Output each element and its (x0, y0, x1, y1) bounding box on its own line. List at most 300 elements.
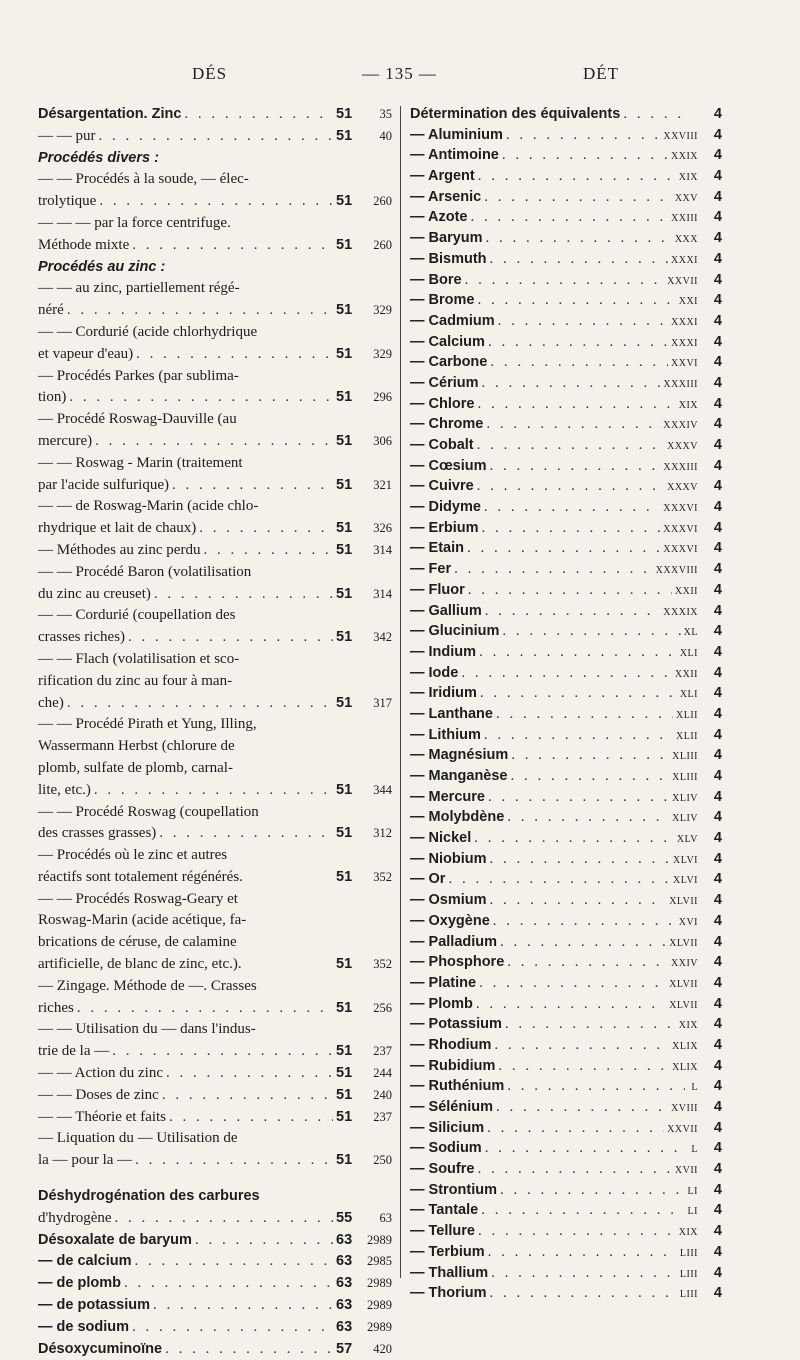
index-entry (38, 518, 392, 540)
index-entry (38, 802, 392, 824)
roman-ref: XXII (674, 668, 698, 680)
entry-text: — Phosphore (410, 954, 505, 971)
page-ref: 314 (373, 586, 392, 601)
volume-number: 4 (713, 1057, 722, 1074)
roman-ref: XLVII (669, 999, 698, 1011)
roman-ref: XXII (674, 585, 698, 597)
equivalent-entry (410, 1014, 722, 1035)
roman-ref: XLI (679, 647, 698, 659)
volume-number: 4 (713, 788, 722, 805)
roman-ref: XIX (678, 172, 698, 184)
volume-number: 4 (713, 1016, 722, 1033)
entry-text: Déshydrogénation des carbures (38, 1188, 260, 1205)
roman-ref: XVII (674, 1165, 698, 1177)
entry-text: brications de céruse, de calamine (38, 934, 237, 951)
equivalent-entry (410, 1035, 722, 1056)
entry-text: — — Flach (volatilisation et sco- (38, 650, 240, 667)
equivalent-entry (410, 125, 722, 146)
leader-dots (488, 332, 668, 353)
page-ref: 306 (373, 433, 392, 448)
equivalent-entry (410, 1076, 722, 1097)
leader-dots (112, 1041, 333, 1063)
entry-text: — de calcium (38, 1253, 132, 1270)
equivalent-entry (410, 952, 722, 973)
entry-text: — Lanthane (410, 705, 493, 722)
leader-dots (203, 540, 333, 562)
equivalent-entry (410, 1283, 722, 1304)
entry-text: — Arsenic (410, 188, 482, 205)
entry-text: — — Procédé Baron (volatilisation (38, 563, 252, 580)
roman-ref: XLIV (672, 792, 698, 804)
entry-text: — — Cordurié (acide chlorhydrique (38, 323, 258, 340)
index-entry (38, 235, 392, 257)
entry-text: — — Procédé Roswag (coupellation (38, 803, 259, 820)
index-entry (38, 300, 392, 322)
leader-dots (461, 663, 672, 684)
entry-text: rhydrique et lait de chaux) (38, 520, 197, 537)
entry-text: — Baryum (410, 230, 483, 247)
roman-ref: XXXI (671, 337, 698, 349)
roman-ref: XXX (674, 234, 698, 246)
entry-text: — Iode (410, 664, 459, 681)
leader-dots (99, 191, 333, 213)
volume-number: 4 (713, 354, 722, 371)
volume-number: 4 (713, 147, 722, 164)
volume-number: 51 (336, 1065, 353, 1082)
entry-text: — Osmium (410, 892, 487, 909)
entry-text: — — Cordurié (coupellation des (38, 607, 236, 624)
entry-text: — Thallium (410, 1264, 489, 1281)
equivalent-entry (410, 994, 722, 1015)
index-entry (38, 605, 392, 627)
volume-number: 4 (713, 830, 722, 847)
roman-ref: XLI (679, 689, 698, 701)
entry-text: — Or (410, 871, 446, 888)
equivalent-entry (410, 207, 722, 228)
leader-dots (454, 559, 653, 580)
equivalent-entry (410, 890, 722, 911)
index-entry (38, 1085, 392, 1107)
index-entry (38, 453, 392, 475)
entry-text: — Calcium (410, 333, 485, 350)
leader-dots (166, 1063, 333, 1085)
equivalent-entry (410, 497, 722, 518)
page-ref: 420 (373, 1341, 392, 1356)
roman-ref: XLII (676, 730, 698, 742)
roman-ref: LI (687, 1206, 698, 1218)
volume-number: 4 (713, 871, 722, 888)
page-ref: 296 (373, 390, 392, 405)
entry-text: trolytique (38, 193, 97, 210)
index-entry (38, 1150, 392, 1172)
volume-number: 4 (713, 1243, 722, 1260)
volume-number: 4 (713, 664, 722, 681)
volume-number: 4 (713, 1161, 722, 1178)
roman-ref: XLII (676, 709, 698, 721)
page-ref: 63 (379, 1210, 392, 1225)
entry-text: — Rubidium (410, 1057, 496, 1074)
equivalent-entry (410, 228, 722, 249)
index-entry (38, 823, 392, 845)
left-column (38, 104, 392, 1360)
roman-ref: XXVIII (663, 130, 698, 142)
entry-text: — Tantale (410, 1202, 479, 1219)
volume-number: 4 (713, 188, 722, 205)
equivalent-entry (410, 580, 722, 601)
equivalent-entry (410, 104, 722, 125)
index-entry (38, 671, 392, 693)
page-ref: 352 (373, 869, 392, 884)
roman-ref: LIII (679, 1247, 698, 1259)
equivalent-entry (410, 187, 722, 208)
volume-number: 4 (713, 995, 722, 1012)
index-entry (38, 409, 392, 431)
equivalent-entry (410, 145, 722, 166)
roman-ref: LI (687, 1185, 698, 1197)
leader-dots (485, 1138, 685, 1159)
volume-number: 4 (713, 747, 722, 764)
index-entry (38, 584, 392, 606)
index-entry (38, 169, 392, 191)
volume-number: 4 (713, 374, 722, 391)
roman-ref: XLIX (672, 1061, 698, 1073)
entry-text: — — Roswag - Marin (traitement (38, 454, 243, 471)
volume-number: 4 (713, 457, 722, 474)
entry-text: — Iridium (410, 685, 477, 702)
leader-dots (488, 787, 669, 808)
entry-text: rification du zinc au four à man- (38, 672, 233, 689)
entry-text: — — Procédé Pirath et Yung, Illing, (38, 716, 257, 733)
roman-ref: XXXVI (663, 544, 698, 556)
volume-number: 4 (713, 623, 722, 640)
entry-text: — Terbium (410, 1243, 485, 1260)
index-entry (38, 562, 392, 584)
volume-number: 63 (336, 1231, 353, 1248)
index-entry (38, 387, 392, 409)
volume-number: 51 (336, 781, 353, 798)
entry-text: du zinc au creuset) (38, 585, 151, 602)
entry-text: Procédés divers : (38, 149, 159, 166)
roman-ref: XIX (678, 1020, 698, 1032)
leader-dots (486, 414, 660, 435)
entry-text: — — au zinc, partiellement régé- (38, 280, 240, 297)
volume-number: 4 (713, 561, 722, 578)
volume-number: 4 (713, 726, 722, 743)
volume-number: 51 (336, 541, 353, 558)
volume-number: 57 (336, 1340, 353, 1357)
roman-ref: LIII (679, 1289, 698, 1301)
page-ref: 244 (373, 1066, 392, 1081)
roman-ref: XXXIV (663, 420, 698, 432)
entry-text: — Carbone (410, 354, 488, 371)
leader-dots (623, 104, 685, 125)
index-entry (38, 1186, 392, 1208)
entry-text: che) (38, 694, 64, 711)
index-entry (38, 257, 392, 279)
volume-number: 55 (336, 1209, 353, 1226)
leader-dots (484, 187, 672, 208)
leader-dots (500, 932, 666, 953)
entry-text: — Azote (410, 209, 468, 226)
index-entry (38, 1230, 392, 1252)
page-ref: 2989 (367, 1232, 392, 1247)
entry-text: — Oxygène (410, 912, 490, 929)
volume-number: 4 (713, 1285, 722, 1302)
index-entry (38, 1251, 392, 1273)
leader-dots (476, 994, 666, 1015)
entry-text: — Potassium (410, 1016, 502, 1033)
leader-dots (477, 435, 664, 456)
leader-dots (494, 1035, 669, 1056)
equivalent-entry (410, 1138, 722, 1159)
leader-dots (470, 207, 668, 228)
equivalent-entry (410, 621, 722, 642)
volume-number: 4 (713, 209, 722, 226)
page-ref: 342 (373, 630, 392, 645)
leader-dots (132, 1317, 333, 1339)
entry-text: — Brome (410, 292, 475, 309)
volume-number: 4 (713, 1036, 722, 1053)
index-entry (38, 998, 392, 1020)
volume-number: 51 (336, 106, 353, 122)
leader-dots (165, 1339, 333, 1360)
leader-dots (136, 344, 333, 366)
equivalent-entry (410, 290, 722, 311)
volume-number: 4 (713, 1264, 722, 1281)
equivalent-entry (410, 704, 722, 725)
page-ref: 2989 (367, 1319, 392, 1334)
leader-dots (498, 311, 668, 332)
roman-ref: XIX (678, 399, 698, 411)
roman-ref: XXXI (671, 316, 698, 328)
entry-text: — Tellure (410, 1223, 475, 1240)
entry-text: d'hydrogène (38, 1209, 112, 1226)
entry-text: artificielle, de blanc de zinc, etc.). (38, 956, 242, 973)
leader-dots (490, 352, 668, 373)
leader-dots (487, 1118, 664, 1139)
equivalent-entry (410, 849, 722, 870)
volume-number: 51 (336, 629, 353, 646)
volume-number: 51 (336, 956, 353, 973)
volume-number: 4 (713, 974, 722, 991)
index-entry (38, 1019, 392, 1041)
entry-text: — — — par la force centrifuge. (38, 214, 231, 231)
entry-text: — Argent (410, 168, 475, 185)
entry-text: — Mercure (410, 788, 485, 805)
volume-number: 4 (713, 1223, 722, 1240)
volume-number: 51 (336, 694, 353, 711)
entry-text: — Molybdène (410, 809, 505, 826)
equivalent-entry (410, 642, 722, 663)
leader-dots (484, 497, 660, 518)
entry-text: — Strontium (410, 1181, 497, 1198)
entry-text: Roswag-Marin (acide acétique, fa- (38, 912, 247, 929)
roman-ref: XXXIX (663, 606, 698, 618)
entry-text: — Platine (410, 974, 477, 991)
volume-number: 63 (336, 1297, 353, 1314)
roman-ref: XXXV (667, 441, 698, 452)
leader-dots (467, 538, 660, 559)
index-entry (38, 148, 392, 170)
leader-dots (511, 766, 670, 787)
roman-ref: LIII (679, 1268, 698, 1280)
roman-ref: XVI (678, 916, 698, 928)
leader-dots (477, 394, 675, 415)
roman-ref: XXVII (667, 275, 698, 287)
leader-dots (477, 476, 664, 497)
leader-dots (496, 1097, 668, 1118)
page-ref: 40 (379, 128, 392, 143)
equivalent-entry (410, 456, 722, 477)
index-entry (38, 845, 392, 867)
equivalent-entry (410, 435, 722, 456)
entry-text: riches (38, 999, 74, 1016)
leader-dots (482, 373, 661, 394)
leader-dots (486, 228, 672, 249)
leader-dots (490, 890, 667, 911)
equivalent-entry (410, 1242, 722, 1263)
equivalent-entry (410, 1159, 722, 1180)
volume-number: 51 (336, 1043, 353, 1060)
entry-text: — Thorium (410, 1285, 487, 1302)
leader-dots (484, 725, 673, 746)
volume-number: 4 (713, 519, 722, 536)
leader-dots (184, 104, 333, 126)
entry-text: la — pour la — (38, 1152, 133, 1169)
volume-number: 51 (336, 868, 353, 885)
equivalent-entry (410, 1056, 722, 1077)
entry-text: — de potassium (38, 1297, 150, 1314)
entry-text: trie de la — (38, 1043, 110, 1060)
entry-text: Désargentation. Zinc (38, 106, 182, 122)
page-ref: 326 (373, 521, 392, 536)
volume-number: 51 (336, 520, 353, 537)
leader-dots (67, 693, 333, 715)
leader-dots (485, 601, 661, 622)
entry-text: par l'acide sulfurique) (38, 476, 169, 493)
roman-ref: XXI (678, 296, 698, 308)
volume-number: 4 (713, 685, 722, 702)
index-entry (38, 322, 392, 344)
volume-number: 51 (336, 432, 353, 449)
leader-dots (115, 1208, 333, 1230)
entry-text: mercure) (38, 432, 93, 449)
page-ref: 237 (373, 1109, 392, 1124)
volume-number: 4 (713, 416, 722, 433)
roman-ref: XXVI (671, 358, 698, 370)
entry-text: et vapeur d'eau) (38, 345, 134, 362)
volume-number: 51 (336, 476, 353, 493)
entry-text: — Ruthénium (410, 1078, 505, 1095)
roman-ref: XXXV (667, 482, 698, 494)
roman-ref: XXVII (667, 1123, 698, 1135)
entry-text: — Sodium (410, 1140, 482, 1157)
leader-dots (490, 456, 661, 477)
equivalent-entry (410, 973, 722, 994)
equivalent-entry (410, 1263, 722, 1284)
volume-number: 51 (336, 1152, 353, 1169)
volume-number: 4 (713, 768, 722, 784)
entry-text: — — Procédés à la soude, — élec- (38, 171, 249, 188)
roman-ref: XLVII (669, 978, 698, 990)
entry-text: — — de Roswag-Marin (acide chlo- (38, 498, 259, 515)
roman-ref: XLIII (672, 751, 698, 763)
equivalent-entry (410, 373, 722, 394)
leader-dots (502, 145, 668, 166)
entry-text: — Etain (410, 540, 464, 557)
leader-dots (507, 1076, 685, 1097)
index-entry (38, 910, 392, 932)
index-entry (38, 191, 392, 213)
page-ref: 237 (373, 1044, 392, 1059)
equivalent-entry (410, 394, 722, 415)
entry-text: — Chlore (410, 395, 475, 412)
entry-text: — Bore (410, 271, 462, 288)
volume-number: 51 (336, 585, 353, 602)
volume-number: 51 (336, 302, 353, 319)
volume-number: 4 (713, 954, 722, 971)
equivalent-entry (410, 270, 722, 291)
leader-dots (490, 1283, 677, 1304)
volume-number: 4 (713, 250, 722, 267)
volume-number: 4 (713, 1099, 722, 1115)
volume-number: 4 (713, 312, 722, 329)
index-entry (38, 867, 392, 889)
index-entry (38, 540, 392, 562)
leader-dots (507, 952, 668, 973)
index-entry (38, 1041, 392, 1063)
column-divider (400, 106, 401, 1278)
entry-text: plomb, sulfate de plomb, carnal- (38, 759, 233, 776)
entry-text: — Didyme (410, 499, 481, 516)
equivalent-entry (410, 332, 722, 353)
index-entry (38, 496, 392, 518)
leader-dots (95, 431, 333, 453)
volume-number: 4 (713, 1078, 722, 1095)
leader-dots (479, 973, 666, 994)
leader-dots (159, 823, 333, 845)
volume-number: 4 (713, 499, 722, 516)
leader-dots (491, 1263, 677, 1284)
entry-text: Désoxycuminoïne (38, 1340, 163, 1357)
entry-text: des crasses grasses) (38, 825, 157, 842)
section-gap (38, 1172, 392, 1186)
entry-text: — Plomb (410, 995, 473, 1012)
leader-dots (490, 849, 671, 870)
leader-dots (478, 1221, 676, 1242)
running-head-right: DÉT (583, 64, 620, 83)
equivalent-entry (410, 166, 722, 187)
volume-number: 4 (713, 892, 722, 909)
volume-number: 51 (336, 825, 353, 842)
index-entry (38, 1317, 392, 1339)
equivalent-entry (410, 725, 722, 746)
leader-dots (172, 475, 333, 497)
roman-ref: XLVI (673, 875, 698, 887)
equivalent-entry (410, 683, 722, 704)
volume-number: 4 (713, 1181, 722, 1198)
entry-text: — Glucinium (410, 623, 500, 640)
entry-text: — de plomb (38, 1275, 121, 1292)
equivalent-entry (410, 311, 722, 332)
entry-text: — Rhodium (410, 1036, 492, 1053)
leader-dots (132, 235, 333, 257)
volume-number: 4 (713, 705, 722, 722)
entry-text: réactifs sont totalement régénérés. (38, 868, 243, 885)
entry-text: — Erbium (410, 519, 479, 536)
index-entry (38, 954, 392, 976)
volume-number: 4 (713, 1119, 722, 1136)
